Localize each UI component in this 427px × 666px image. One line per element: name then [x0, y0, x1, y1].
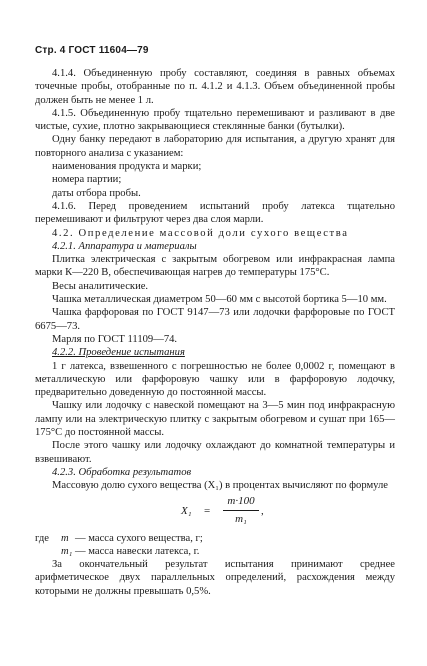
procedure-step: 1 г латекса, взвешенного с погрешностью не более 0,0002 г, помещают в металлическую или фарфоровую чашку или в фарфоровую лодочку, предварительно доведенную до постоянной массы.: [35, 360, 395, 399]
legend-text: — масса навески латекса, г.: [75, 545, 200, 557]
formula-denominator: m₁: [235, 512, 247, 525]
equipment-item: Чашка фарфоровая по ГОСТ 9147—73 или лодочки фарфоровые по ГОСТ 6675—73.: [35, 307, 395, 332]
subsection-4-2-2-heading: 4.2.2. Проведение испытания: [52, 347, 185, 359]
page-header: Стр. 4 ГОСТ 11604—79: [35, 45, 149, 56]
subsection-4-2-1-heading: 4.2.1. Аппаратура и материалы: [52, 240, 197, 252]
formula-lhs: X₁: [181, 504, 192, 517]
legend-text: — масса сухого вещества, г;: [75, 532, 203, 544]
calculation-intro: Массовую долю сухого вещества (X₁) в процентах вычисляют по формуле: [52, 480, 388, 492]
fraction-bar: [223, 510, 259, 511]
document-body: [35, 67, 395, 598]
equipment-item: Плитка электрическая с закрытым обогревом или инфракрасная лампа марки К—220 В, обеспечивающая нагрев до температуры 175°С.: [35, 254, 395, 279]
legend-symbol: m₁: [61, 545, 73, 557]
dry-matter-formula: [35, 494, 395, 530]
paragraph-4-1-4: 4.1.4. Объединенную пробу составляют, соединяя в равных объемах точечные пробы, отобранные по п. 4.1.2 и 4.1.3. Объем объединенной пробы должен быть не менее 1 л.: [35, 68, 395, 106]
paragraph-4-1-5: 4.1.5. Объединенную пробу тщательно перемешивают и разливают в две чистые, сухие, плотно закрывающиеся стеклянные банки (бутылки).: [35, 107, 395, 133]
paragraph-4-1-6: 4.1.6. Перед проведением испытаний пробу латекса тщательно перемешивают и фильтруют через два слоя марли.: [35, 200, 395, 226]
equipment-item: Чашка металлическая диаметром 50—60 мм с высотой бортика 5—10 мм.: [52, 294, 387, 306]
formula-legend: [35, 532, 395, 559]
legend-lead: [35, 545, 61, 558]
legend-row: [35, 545, 395, 558]
procedure-step: Чашку или лодочку с навеской помещают на 3—5 мин под инфракрасную лампу или на электрическую плитку с закрытым обогревом и сушат при 165—175°С до постоянной массы.: [35, 400, 395, 439]
section-4-2-heading: 4.2. Определение массовой доли сухого вещества: [52, 227, 349, 239]
equipment-item: Марля по ГОСТ 11109—74.: [52, 333, 178, 345]
formula-comma: ,: [261, 504, 264, 517]
legend-symbol: m: [61, 532, 69, 544]
final-result-paragraph: За окончательный результат испытания принимают среднее арифметическое двух параллельных определений, расхождения между которыми не должны превышать 0,5%.: [35, 559, 395, 597]
label-item: наименования продукта и марки;: [52, 161, 202, 173]
procedure-step: После этого чашку или лодочку охлаждают до комнатной температуры и взвешивают.: [35, 440, 395, 465]
equipment-item: Весы аналитические.: [52, 280, 149, 292]
legend-lead: где: [35, 532, 49, 544]
paragraph-jar-transfer: Одну банку передают в лабораторию для испытания, а другую хранят для повторного анализа с указанием:: [35, 134, 395, 159]
formula-equals: =: [204, 504, 211, 517]
label-item: номера партии;: [52, 174, 122, 186]
formula-numerator: m·100: [227, 494, 255, 507]
legend-row: [35, 532, 395, 545]
label-item: даты отбора пробы.: [52, 187, 141, 199]
subsection-4-2-3-heading: 4.2.3. Обработка результатов: [52, 466, 192, 478]
